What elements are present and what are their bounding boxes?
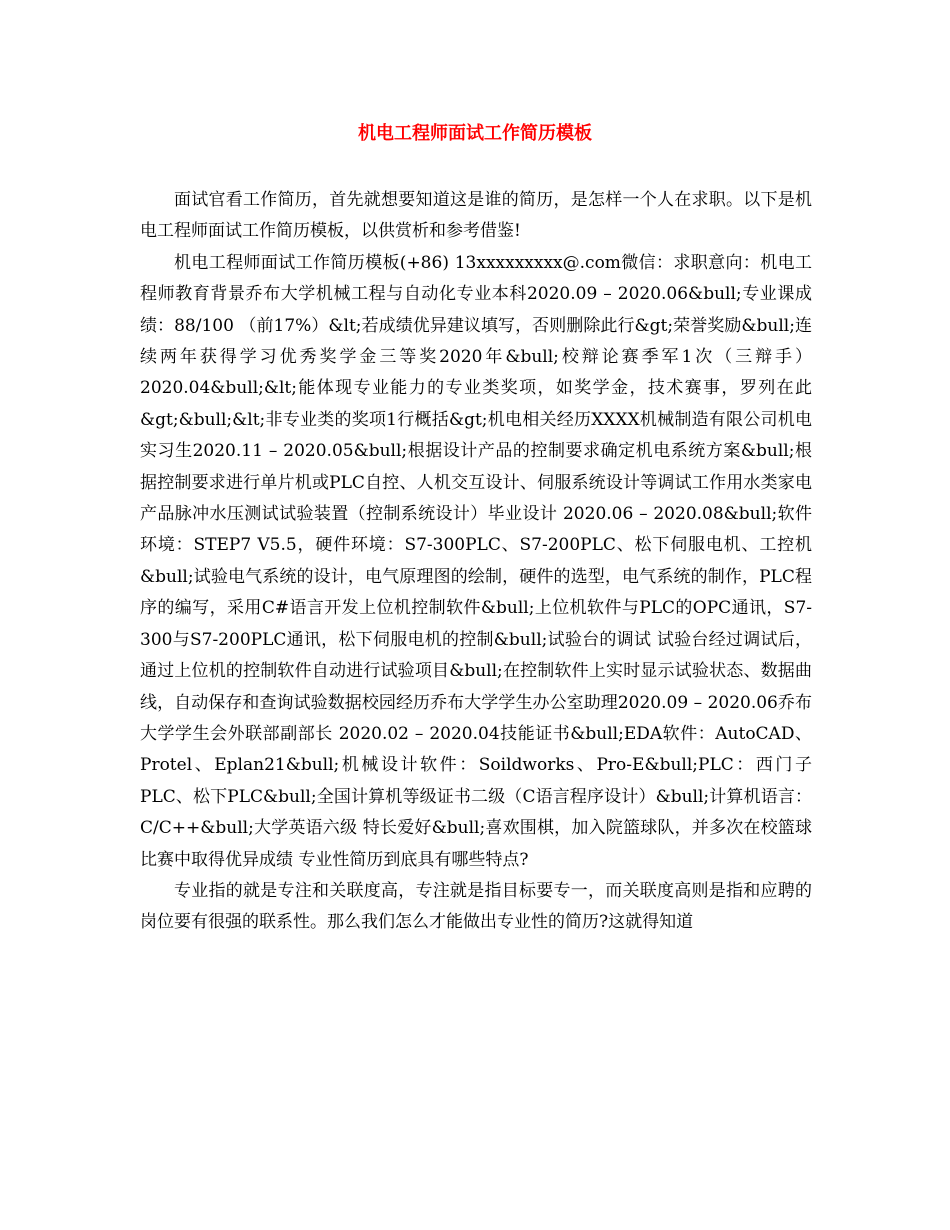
- document-body: [140, 185, 812, 939]
- professional-resume-paragraph: 专业指的就是专注和关联度高，专注就是指目标要专一，而关联度高则是指和应聘的岗位要有很强的联系性。那么我们怎么才能做出专业性的简历?这就得知道: [140, 880, 812, 933]
- intro-paragraph: 面试官看工作简历，首先就想要知道这是谁的简历，是怎样一个人在求职。以下是机电工程师面试工作简历模板，以供赏析和参考借鉴!: [140, 190, 812, 242]
- document-title: 机电工程师面试工作简历模板: [358, 123, 592, 144]
- resume-template-paragraph: 机电工程师面试工作简历模板(+86) 13xxxxxxxxx@.com微信：求职意向：机电工程师教育背景乔布大学机械工程与自动化专业本科2020.09 – 2020.06&bull;专业课成绩：88/100 （前17%）&lt;若成绩优异建议填写，否则删除此行&gt;荣誉奖励&bull;连续两年获得学习优秀奖学金三等奖2020年&bull;校辩论赛季军1次（三辩手） 2020.04&bull;&lt;能体现专业能力的专业类奖项，如奖学金，技术赛事，罗列在此&gt;&bull;&lt;非专业类的奖项1行概括&gt;机电相关经历XXXX机械制造有限公司机电实习生2020.11 – 2020.05&bull;根据设计产品的控制要求确定机电系统方案&bull;根据控制要求进行单片机或PLC自控、人机交互设计、伺服系统设计等调试工作用水类家电产品脉冲水压测试试验装置（控制系统设计）毕业设计 2020.06 – 2020.08&bull;软件环境：STEP7 V5.5，硬件环境：S7-300PLC、S7-200PLC、松下伺服电机、工控机&bull;试验电气系统的设计，电气原理图的绘制，硬件的选型，电气系统的制作，PLC程序的编写，采用C#语言开发上位机控制软件&bull;上位机软件与PLC的OPC通讯，S7-300与S7-200PLC通讯，松下伺服电机的控制&bull;试验台的调试 试验台经过调试后，通过上位机的控制软件自动进行试验项目&bull;在控制软件上实时显示试验状态、数据曲线，自动保存和查询试验数据校园经历乔布大学学生办公室助理2020.09 – 2020.06乔布大学学生会外联部副部长 2020.02 – 2020.04技能证书&bull;EDA软件：AutoCAD、Protel、Eplan21&bull;机械设计软件：Soildworks、Pro-E&bull;PLC：西门子PLC、松下PLC&bull;全国计算机等级证书二级（C语言程序设计）&bull;计算机语言：C/C++&bull;大学英语六级 特长爱好&bull;喜欢围棋，加入院篮球队，并多次在校篮球比赛中取得优异成绩 专业性简历到底具有哪些特点?: [140, 252, 812, 870]
